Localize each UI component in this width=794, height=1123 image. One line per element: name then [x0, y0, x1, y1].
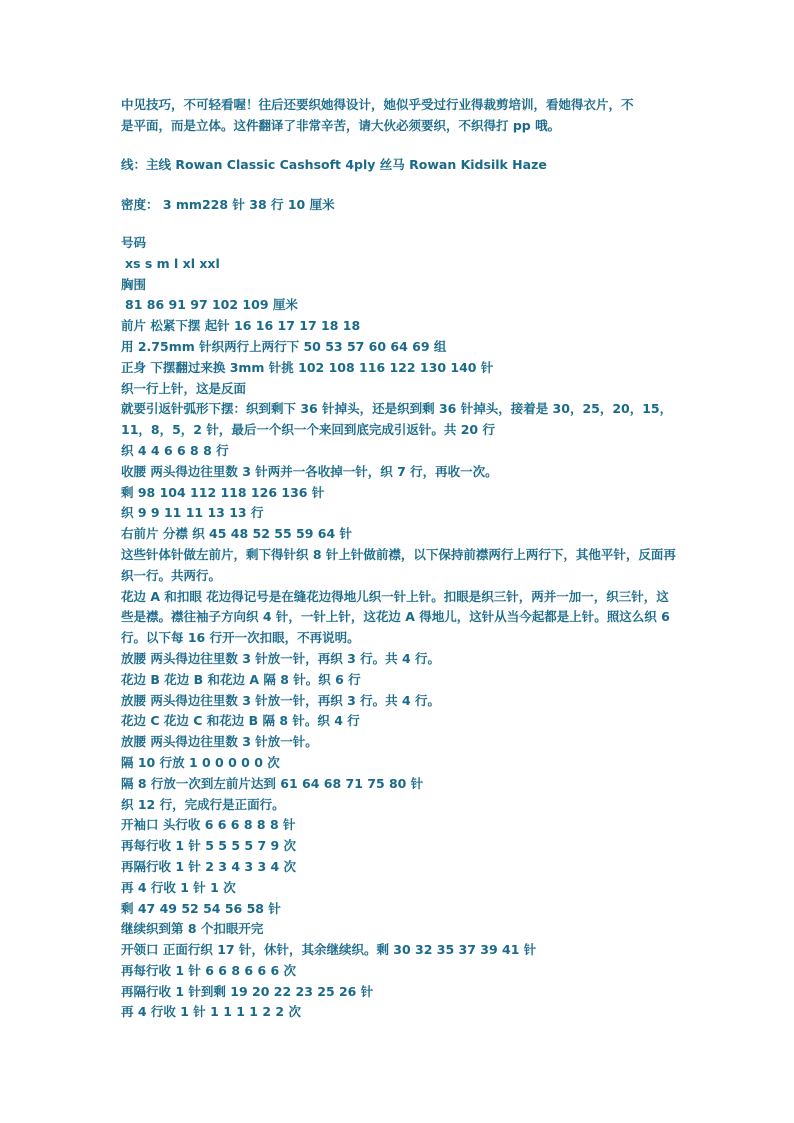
text-line: 剩 98 104 112 118 126 136 针: [121, 484, 325, 500]
text-line: 再隔行收 1 针 2 3 4 3 3 4 次: [121, 858, 297, 874]
text-line: 织 4 4 6 6 8 8 行: [121, 442, 229, 458]
text-line: 再每行收 1 针 5 5 5 5 7 9 次: [121, 838, 297, 854]
text-line: xs s m l xl xxl: [125, 255, 220, 271]
yarn-line: 线：主线 Rowan Classic Cashsoft 4ply 丝马 Rowan Kidsilk Haze: [121, 157, 547, 172]
text-line: 再 4 行收 1 针 1 1 1 1 2 2 次: [121, 1004, 301, 1020]
text-line: 正身 下摆翻过来换 3mm 针挑 102 108 116 122 130 140 针: [121, 359, 494, 375]
text-line: 再 4 行收 1 针 1 次: [121, 879, 236, 895]
text-line: 就要引返针弧形下摆：织到剩下 36 针掉头，还是织到剩 36 针掉头，接着是 30，25，20，15，11，8，5，2 针，最后一个织一个来回到底完成引返针。共 20 行: [121, 401, 673, 438]
text-line: 右前片 分襟 织 45 48 52 55 59 64 针: [121, 526, 353, 542]
text-line: 开领口 正面行织 17 针，休针，其余继续织。剩 30 32 35 37 39 41 针: [121, 942, 537, 958]
text-line: 织 12 行，完成行是正面行。: [121, 796, 285, 812]
text-line: 剩 47 49 52 54 56 58 针: [121, 900, 281, 916]
text-line: 花边 A 和扣眼 花边得记号是在缝花边得地儿织一针上针。扣眼是织三针，两并一加一，织三针，这些是襟。襟往袖子方向织 4 针，一针上针，这花边 A 得地儿，这针从当今起都是上针。照这么织 6 行。以下每 16 行开一次扣眼，不再说明。: [121, 588, 670, 646]
text-line: 用 2.75mm 针织两行上两行下 50 53 57 60 64 69 组: [121, 338, 447, 354]
document-page: [121, 94, 681, 1023]
text-line: 再每行收 1 针 6 6 8 6 6 6 次: [121, 962, 297, 978]
text-line: 花边 B 花边 B 和花边 A 隔 8 针。织 6 行: [121, 671, 361, 687]
text-line: 隔 10 行放 1 0 0 0 0 0 次: [121, 754, 280, 770]
gauge-line: 密度： 3 mm228 针 38 行 10 厘米: [121, 197, 335, 212]
text-line: 继续织到第 8 个扣眼开完: [121, 921, 264, 937]
intro-paragraph: [121, 94, 681, 136]
text-line: 放腰 两头得边往里数 3 针放一针，再织 3 行。共 4 行。: [121, 650, 441, 666]
text-line: 隔 8 行放一次到左前片达到 61 64 68 71 75 80 针: [121, 775, 424, 791]
intro-line: 是平面，而是立体。这件翻译了非常辛苦，请大伙必须要织，不织得打 pp 哦。: [121, 118, 561, 133]
text-line: 放腰 两头得边往里数 3 针放一针，再织 3 行。共 4 行。: [121, 692, 441, 708]
text-line: 胸围: [121, 276, 147, 292]
text-line: 再隔行收 1 针到剩 19 20 22 23 25 26 针: [121, 983, 374, 999]
text-line: 花边 C 花边 C 和花边 B 隔 8 针。织 4 行: [121, 713, 360, 729]
text-line: 号码: [121, 235, 147, 250]
text-line: 织一行上针，这是反面: [121, 380, 247, 396]
text-line: 收腰 两头得边往里数 3 针两并一各收掉一针，织 7 行，再收一次。: [121, 463, 498, 479]
pattern-instructions: [121, 233, 681, 1023]
text-line: 开袖口 头行收 6 6 6 8 8 8 针: [121, 817, 296, 833]
intro-line: 中见技巧，不可轻看喔！往后还要织她得设计，她似乎受过行业得裁剪培训，看她得衣片，不: [121, 97, 634, 112]
text-line: 放腰 两头得边往里数 3 针放一针。: [121, 734, 318, 750]
text-line: 前片 松紧下摆 起针 16 16 17 17 18 18: [121, 318, 361, 334]
text-line: 织 9 9 11 11 13 13 行: [121, 505, 264, 521]
text-line: 这些针体针做左前片，剩下得针织 8 针上针做前襟，以下保持前襟两行上两行下，其他平针，反面再织一行。共两行。: [121, 546, 676, 583]
text-line: 81 86 91 97 102 109 厘米: [125, 297, 298, 313]
